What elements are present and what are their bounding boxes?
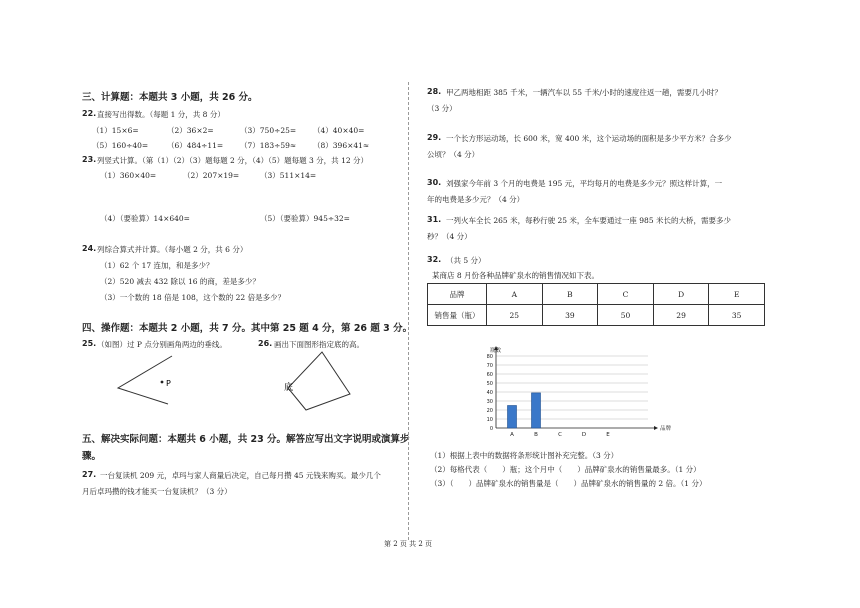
q32-intro: 某商店 8 月份各种品牌矿泉水的销售情况如下表。: [432, 271, 600, 280]
q31-number: 31.: [427, 215, 442, 224]
q32-sub-2: （2）每格代表（ ）瓶；这个月中（ ）品牌矿泉水的销售量最多。（1 分）: [430, 465, 701, 474]
q31-line1: 一列火车全长 265 米，每秒行驶 25 米，全车要通过一座 985 米长的大桥，需要多少: [446, 216, 731, 225]
q23-number: 23.: [82, 155, 97, 164]
q22-item: （8）396×41≈: [313, 141, 370, 150]
q23-text: 列竖式计算。（第（1）（2）（3）题每题 2 分，（4）（5）题每题 3 分，共 12 分）: [97, 156, 368, 165]
q30-line2: 年的电费是多少元？（4 分）: [427, 195, 525, 204]
point-p: [161, 381, 164, 384]
q23-item: （3）511×14=: [260, 171, 317, 180]
table-row: [428, 305, 765, 326]
q32-sub-1: （1）根据上表中的数据将条形统计图补充完整。（3 分）: [430, 451, 619, 460]
q26-number: 26.: [258, 339, 273, 348]
brand-cell: E: [709, 284, 765, 305]
y-tick-label: 60: [486, 372, 493, 378]
brand-cell: A: [487, 284, 543, 305]
quadrilateral-figure: [270, 348, 370, 414]
x-tick-label: B: [534, 432, 538, 438]
q23-item: （4）（要验算）14×640=: [100, 214, 190, 223]
base-label: 底: [284, 383, 294, 393]
section-5-title-cont: 骤。: [82, 451, 102, 462]
table-header-cell: 品牌: [428, 284, 487, 305]
q24-text: 列综合算式并计算。（每小题 2 分，共 6 分）: [97, 245, 248, 254]
q22-item: （4）40×40=: [313, 126, 365, 135]
bar-A: [508, 406, 517, 429]
page-footer: 第 2 页 共 2 页: [384, 540, 433, 548]
q22-item: （1）15×6=: [92, 126, 139, 135]
q25-text: （如图）过 P 点分别画角两边的垂线。: [97, 340, 227, 349]
q22-item: （2）36×2=: [167, 126, 214, 135]
q31-line2: 秒？（4 分）: [427, 232, 472, 241]
x-tick-label: C: [558, 432, 562, 438]
sales-cell: 25: [487, 305, 543, 326]
q27-number: 27.: [82, 470, 97, 479]
q22-item: （7）183÷59≈: [240, 141, 297, 150]
q24-number: 24.: [82, 244, 97, 253]
q23-item: （1）360×40=: [100, 171, 157, 180]
sales-cell: 39: [542, 305, 598, 326]
q32-sub-3: （3）（ ）品牌矿泉水的销售量是（ ）品牌矿泉水的销售量的 2 倍。（1 分）: [430, 479, 707, 488]
y-axis-label: 瓶数: [490, 348, 502, 354]
y-tick-label: 80: [486, 354, 493, 360]
section-5-title: 五、解决实际问题：本题共 6 小题，共 23 分。解答应写出文字说明或演算步: [82, 434, 410, 445]
bar-B: [532, 393, 541, 428]
table-header-cell: 销售量（瓶）: [428, 305, 487, 326]
section-4-title: 四、操作题：本题共 2 小题，共 7 分。其中第 25 题 4 分，第 26 题 3 分。: [82, 323, 413, 334]
q24-item: （1）62 个 17 连加，和是多少？: [100, 261, 214, 270]
sales-cell: 29: [653, 305, 709, 326]
brand-cell: C: [598, 284, 654, 305]
q29-line1: 一个长方形运动场，长 600 米，宽 400 米，这个运动场的面积是多少平方米？合多少: [446, 134, 732, 143]
x-tick-label: D: [581, 432, 587, 438]
q25-number: 25.: [82, 339, 97, 348]
q27-line1: 一台复读机 209 元，卓玛与家人商量后决定，自己每月攒 45 元钱来购买。最少几个: [100, 471, 381, 480]
q23-item: （2）207×19=: [183, 171, 240, 180]
angle-sides: [118, 356, 172, 404]
q22-item: （5）160÷40=: [92, 141, 149, 150]
q28-line1: 甲乙两地相距 385 千米，一辆汽车以 55 千米/小时的速度往返一趟，需要几小时？: [446, 88, 722, 97]
q28-number: 28.: [427, 87, 442, 96]
brand-cell: D: [653, 284, 709, 305]
q22-number: 22.: [82, 109, 97, 118]
q22-text: 直接写出得数。（每题 1 分，共 8 分）: [97, 110, 225, 119]
y-tick-label: 10: [486, 417, 493, 423]
q29-number: 29.: [427, 133, 442, 142]
q24-item: （2）520 减去 432 除以 16 的商，差是多少？: [100, 277, 260, 286]
x-axis-arrow: [654, 426, 658, 430]
y-tick-label: 70: [486, 363, 493, 369]
bar-chart: [478, 336, 672, 442]
quadrilateral-shape: [288, 352, 350, 410]
sales-cell: 50: [598, 305, 654, 326]
q32-text: （共 5 分）: [446, 256, 486, 265]
q26-text: 画出下面图形指定底的高。: [274, 340, 364, 349]
x-tick-label: E: [606, 432, 610, 438]
column-divider: [408, 82, 409, 540]
section-3-title: 三、计算题：本题共 3 小题，共 26 分。: [82, 92, 258, 103]
y-tick-label: 0: [489, 426, 493, 432]
q30-line1: 刘强家今年前 3 个月的电费是 195 元，平均每月的电费是多少元？照这样计算，一: [446, 179, 723, 188]
y-tick-label: 20: [486, 408, 493, 414]
point-p-label: P: [166, 379, 171, 388]
x-tick-label: A: [510, 432, 514, 438]
q29-line2: 公顷？（4 分）: [427, 150, 480, 159]
x-axis-label: 品牌: [660, 426, 672, 432]
q30-number: 30.: [427, 178, 442, 187]
brand-cell: B: [542, 284, 598, 305]
table-row: [428, 284, 765, 305]
sales-table: [427, 283, 765, 326]
sales-cell: 35: [709, 305, 765, 326]
q28-line2: （3 分）: [427, 104, 457, 113]
q32-number: 32.: [427, 255, 442, 264]
q24-item: （3）一个数的 18 倍是 108，这个数的 22 倍是多少？: [100, 293, 286, 302]
q23-item: （5）（要验算）945÷32=: [260, 214, 350, 223]
angle-figure: [110, 352, 200, 408]
y-tick-label: 30: [486, 399, 493, 405]
y-tick-label: 50: [486, 381, 493, 387]
q22-item: （6）484÷11=: [167, 141, 224, 150]
q27-line2: 月后卓玛攒的钱才能买一台复读机？（3 分）: [82, 487, 232, 496]
y-tick-label: 40: [486, 390, 493, 396]
q22-item: （3）750÷25=: [240, 126, 297, 135]
